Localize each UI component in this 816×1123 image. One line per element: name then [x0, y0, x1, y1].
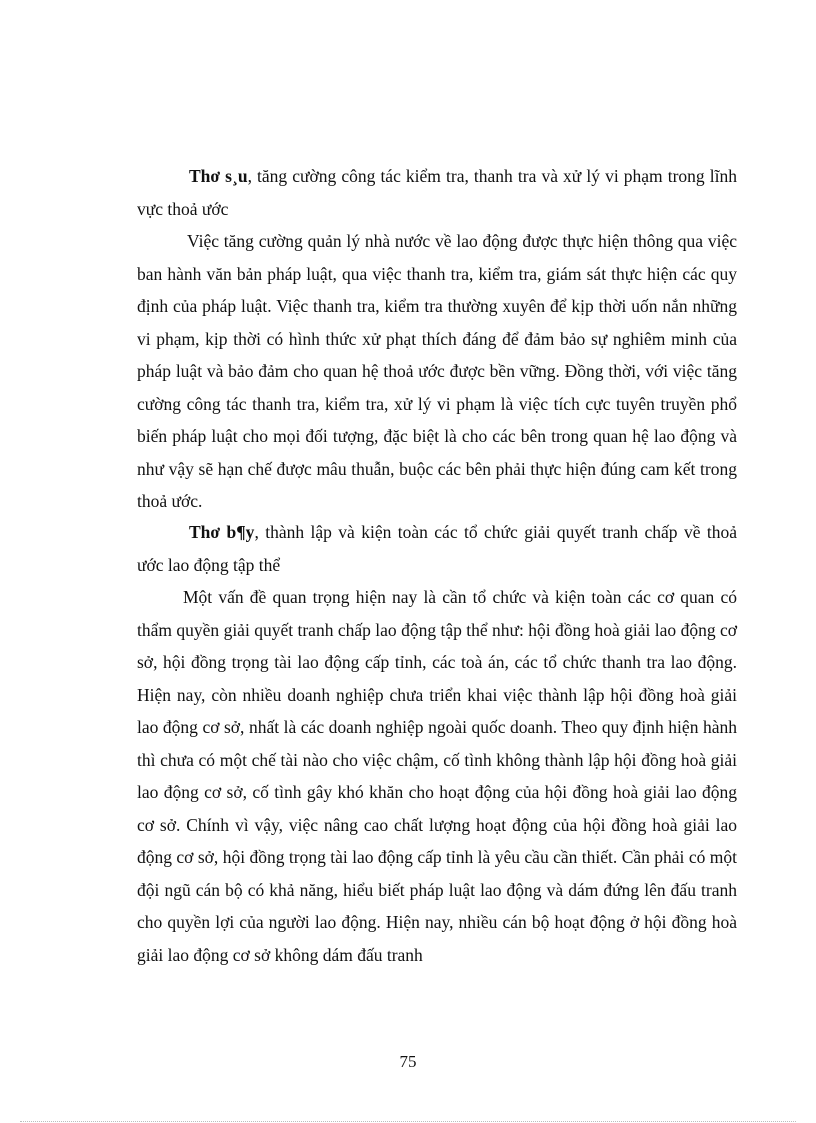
- section-heading-6-text: [137, 160, 737, 225]
- page-bottom-divider: [20, 1121, 796, 1122]
- page-number: 75: [399, 1052, 417, 1071]
- paragraph-section-6-text: Việc tăng cường quản lý nhà nước về lao động được thực hiện thông qua việc ban hành văn bản pháp luật, qua việc thanh tra, kiểm tra, giám sát thực hiện các quy định của pháp luật. Việc thanh tra, kiểm tra thường xuyên để kịp thời uốn nắn những vi phạm, kịp thời có hình thức xử phạt thích đáng để đảm bảo sự nghiêm minh của pháp luật và bảo đảm cho quan hệ thoả ước được bền vững. Đồng thời, với việc tăng cường công tác thanh tra, kiểm tra, xử lý vi phạm là việc tích cực tuyên truyền phổ biến pháp luật cho mọi đối tượng, đặc biệt là cho các bên trong quan hệ lao động và như vậy sẽ hạn chế được mâu thuẫn, buộc các bên phải thực hiện đúng cam kết trong thoả ước.: [137, 231, 737, 511]
- paragraph-section-7-text: Một vấn đề quan trọng hiện nay là cần tổ chức và kiện toàn các cơ quan có thẩm quyền giải quyết tranh chấp lao động tập thể như: hội đồng hoà giải lao động cơ sở, hội đồng trọng tài lao động cấp tỉnh, các toà án, các tổ chức thanh tra lao động. Hiện nay, còn nhiều doanh nghiệp chưa triển khai việc thành lập hội đồng hoà giải lao động cơ sở, nhất là các doanh nghiệp ngoài quốc doanh. Theo quy định hiện hành thì chưa có một chế tài nào cho việc chậm, cố tình không thành lập hội đồng hoà giải lao động cơ sở, cố tình gây khó khăn cho hoạt động của hội đồng hoà giải lao động cơ sở. Chính vì vậy, việc nâng cao chất lượng hoạt động của hội đồng hoà giải lao động cơ sở, hội đồng trọng tài lao động cấp tỉnh là yêu cầu cần thiết. Cần phải có một đội ngũ cán bộ có khả năng, hiểu biết pháp luật lao động và dám đứng lên đấu tranh cho quyền lợi của người lao động. Hiện nay, nhiều cán bộ hoạt động ở hội đồng hoà giải lao động cơ sở không dám đấu tranh: [137, 587, 737, 965]
- paragraph-section-6: [137, 225, 737, 518]
- section-heading-7-title: , thành lập và kiện toàn các tổ chức giải quyết tranh chấp về thoả ước lao động tập thể: [137, 522, 737, 575]
- section-heading-7: [137, 516, 737, 581]
- section-heading-6: [137, 160, 737, 225]
- section-heading-7-lead: Thơ b¶y: [189, 522, 255, 542]
- section-heading-6-lead: Thơ s¸u: [189, 166, 248, 186]
- section-heading-7-text: [137, 516, 737, 581]
- paragraph-section-7: [137, 581, 737, 971]
- section-heading-6-title: , tăng cường công tác kiểm tra, thanh tra và xử lý vi phạm trong lĩnh vực thoả ước: [137, 166, 737, 219]
